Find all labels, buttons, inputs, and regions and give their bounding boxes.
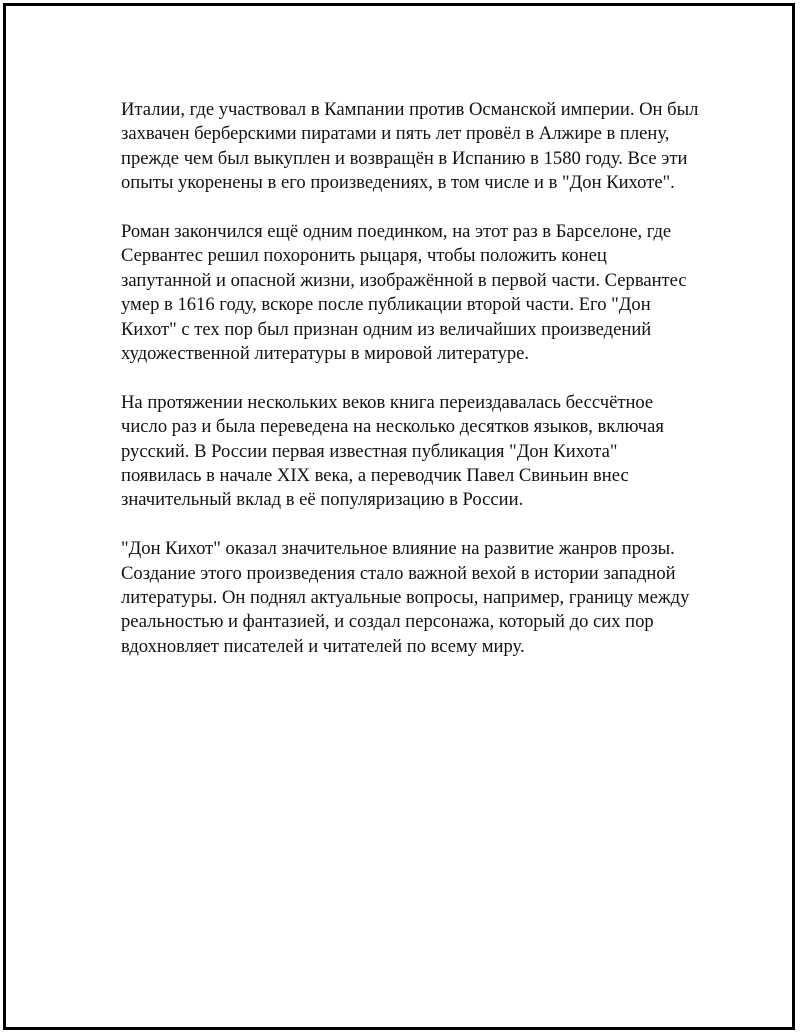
document-page <box>3 3 795 1030</box>
paragraph-1: Италии, где участвовал в Кампании против Османской империи. Он был захвачен берберскими пиратами и пять лет провёл в Алжире в плену, прежде чем был выкуплен и возвращён в Испанию в 1580 году. Все эти опыты укоренены в его произведениях, в том числе и в "Дон Кихоте". <box>121 99 699 194</box>
paragraph-3: На протяжении нескольких веков книга переиздавалась бессчётное число раз и была переведена на несколько десятков языков, включая русский. В России первая известная публикация "Дон Кихота" появилась в начале XIX века, а переводчик Павел Свиньин внес значительный вклад в её популяризацию в России. <box>121 391 664 511</box>
paragraph-4: "Дон Кихот" оказал значительное влияние на развитие жанров прозы. Создание этого произведения стало важной вехой в истории западной литературы. Он поднял актуальные вопросы, например, границу между реальностью и фантазией, и создал персонажа, который до сих пор вдохновляет писателей и читателей по всему миру. <box>121 538 690 657</box>
paragraph-2: Роман закончился ещё одним поединком, на этот раз в Барселоне, где Сервантес решил похоронить рыцаря, чтобы положить конец запутанной и опасной жизни, изображённой в первой части. Сервантес умер в 1616 году, вскоре после публикации второй части. Его "Дон Кихот" с тех пор был признан одним из величайших произведений художественной литературы в мировой литературе. <box>121 221 687 365</box>
document-body <box>121 98 701 684</box>
